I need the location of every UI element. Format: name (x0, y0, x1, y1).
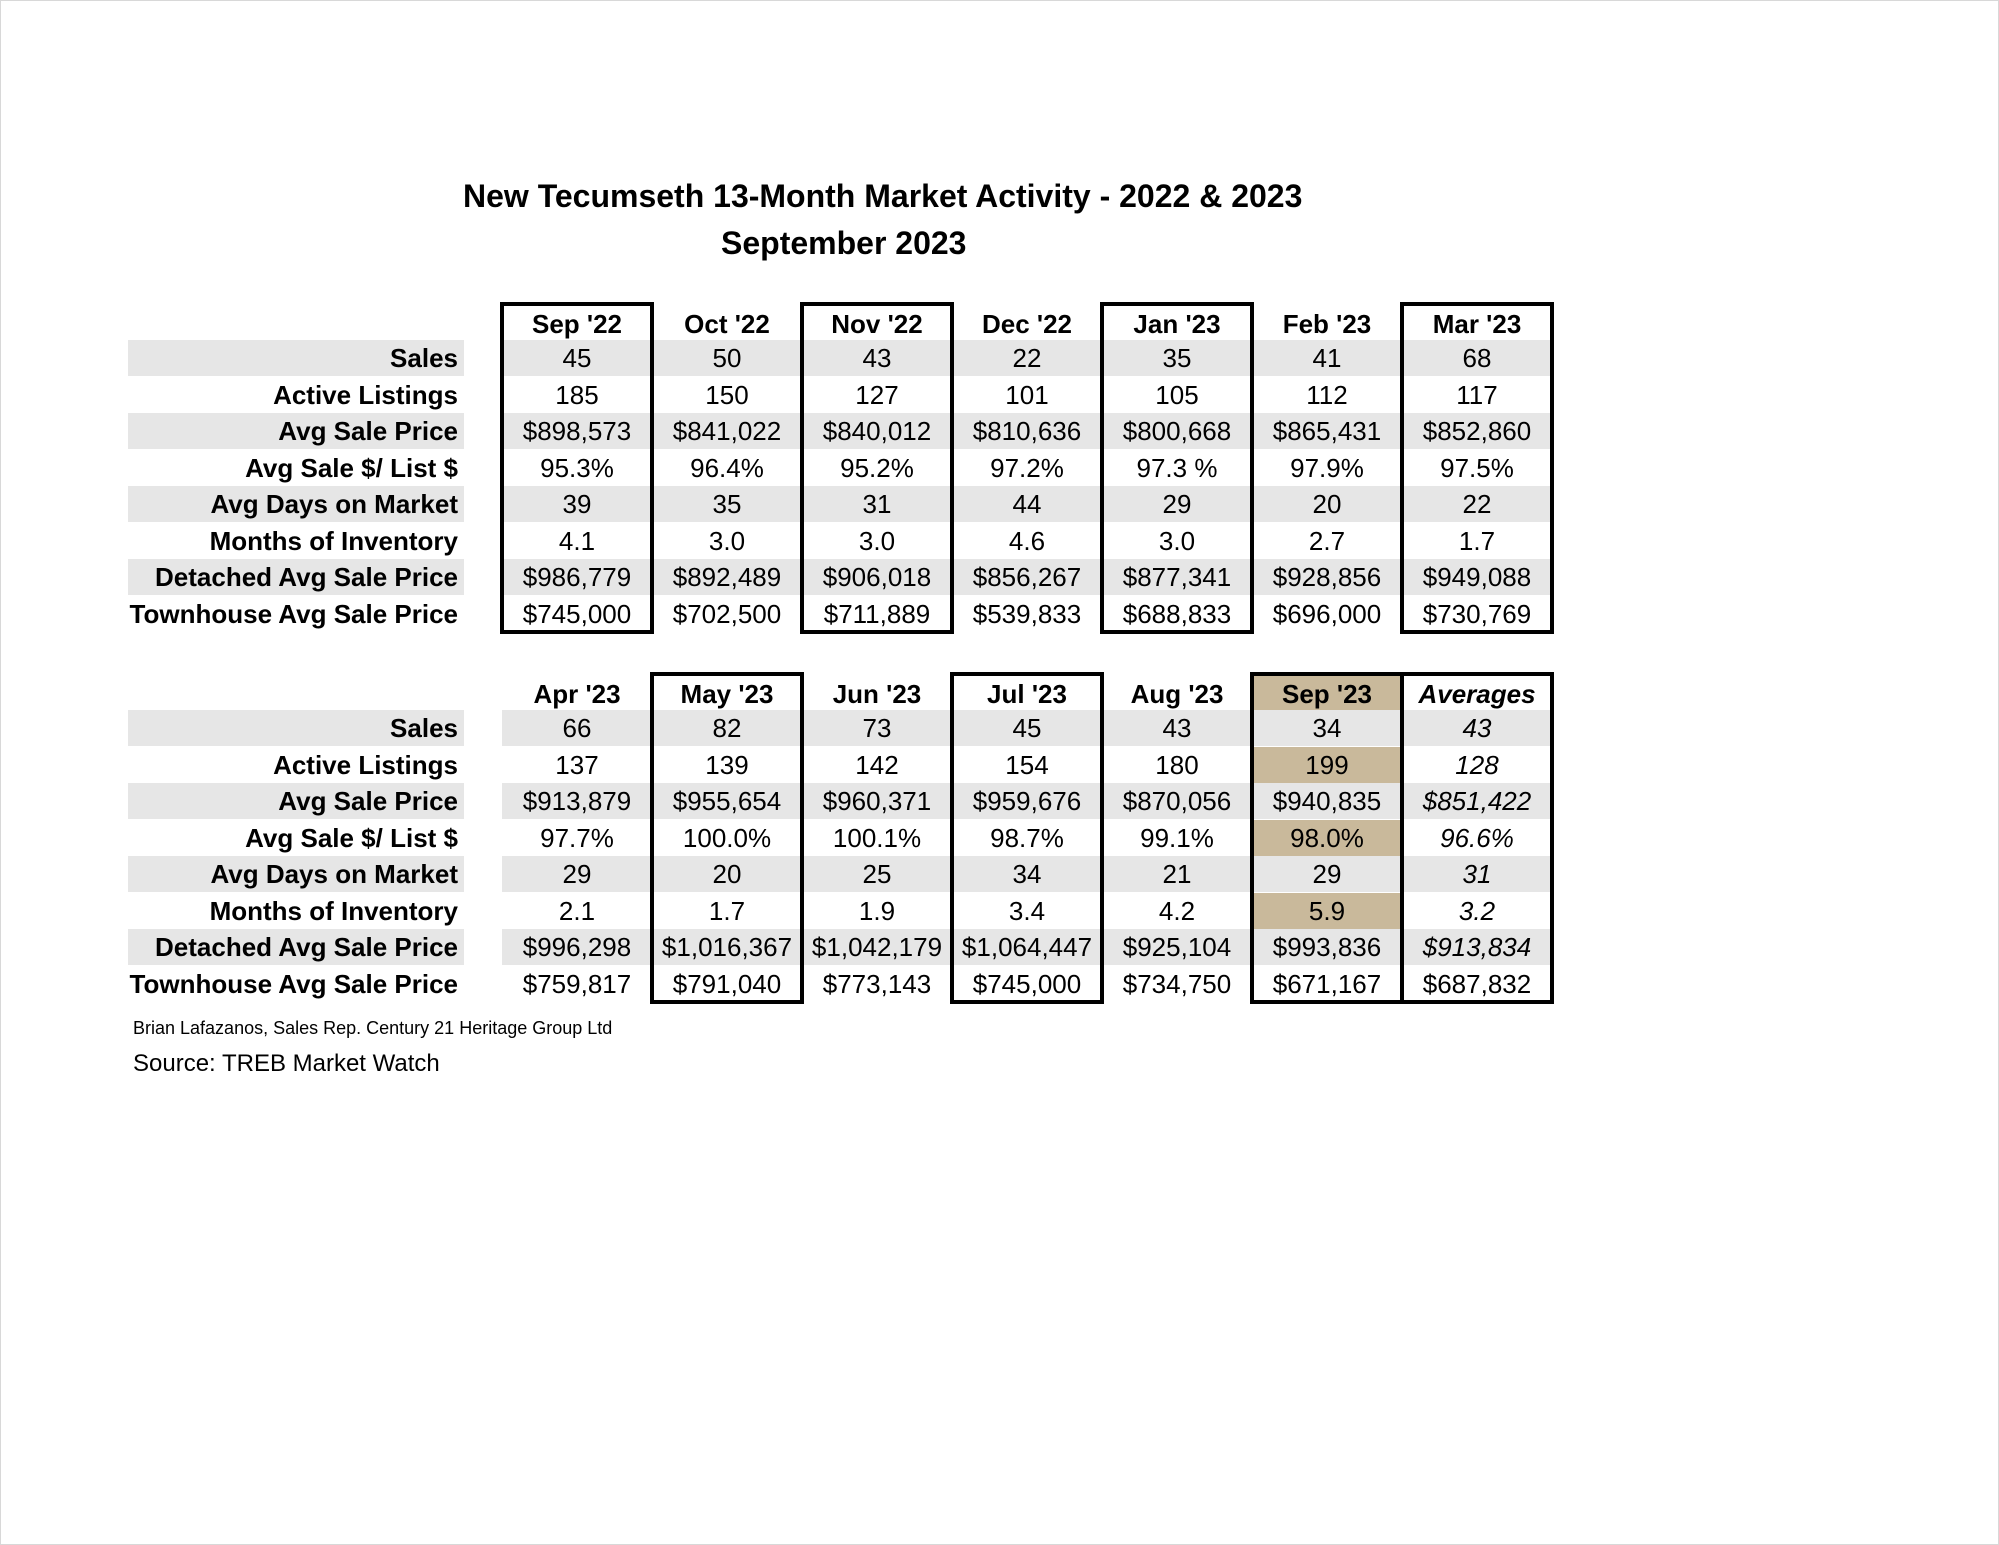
table-cell: $928,856 (1272, 562, 1382, 592)
table-row (128, 413, 1558, 449)
table-row (128, 710, 1558, 746)
table-cell: 98.7% (990, 822, 1064, 853)
row-label (128, 966, 464, 1002)
table-cell: 35 (1162, 343, 1192, 373)
table-cell: 180 (1155, 749, 1199, 780)
table-cell: $759,817 (522, 968, 632, 999)
column-header: Jan '23 (1133, 309, 1221, 339)
column-header: Dec '22 (981, 309, 1073, 339)
market-table-2023 (128, 674, 1558, 999)
credit-text: Brian Lafazanos, Sales Rep. Century 21 Heritage Group Ltd (133, 1018, 613, 1038)
row-label-text: Townhouse Avg Sale Price (129, 598, 458, 629)
table-cell: $940,835 (1272, 786, 1382, 816)
table-cell: $898,573 (522, 416, 632, 446)
row-label-text: Avg Sale $/ List $ (245, 452, 458, 483)
table-cell: 97.7% (540, 822, 614, 853)
table-cell: $810,636 (972, 416, 1082, 446)
table-cell: 2.1 (558, 895, 596, 926)
table-cell: $773,143 (822, 968, 932, 999)
row-label (128, 820, 464, 856)
table-cell: 95.3% (540, 452, 614, 483)
table-row (128, 893, 1558, 929)
table-cell: 97.3 % (1136, 452, 1218, 483)
table-cell: $730,769 (1422, 598, 1532, 629)
table-cell: $906,018 (822, 562, 932, 592)
table-cell: 96.6% (1440, 822, 1514, 853)
table-row (128, 523, 1558, 559)
table-cell: $791,040 (672, 968, 782, 999)
table-cell: 98.0% (1252, 820, 1402, 856)
table-cell: 150 (705, 379, 749, 410)
table-cell: 3.4 (1008, 895, 1046, 926)
row-label-text: Active Listings (273, 749, 458, 780)
table-cell: 154 (1005, 749, 1049, 780)
table-cell: 66 (562, 713, 592, 743)
table-row (128, 856, 1558, 892)
table-cell: 20 (1312, 489, 1342, 519)
table-cell: 100.0% (682, 822, 772, 853)
table-cell: 142 (855, 749, 899, 780)
table-row (128, 377, 1558, 413)
table-cell: 3.0 (1158, 525, 1196, 556)
row-label-text: Active Listings (273, 379, 458, 410)
table-cell: 25 (862, 859, 892, 889)
table-cell: $1,064,447 (961, 932, 1093, 962)
row-label-text: Townhouse Avg Sale Price (129, 968, 458, 999)
table-cell: $852,860 (1422, 416, 1532, 446)
row-label-text: Sales (390, 343, 458, 373)
table-cell: 35 (712, 489, 742, 519)
table-cell: 185 (555, 379, 599, 410)
table-cell: 128 (1455, 749, 1499, 780)
source-text: Source: TREB Market Watch (133, 1050, 440, 1077)
table-cell: $702,500 (672, 598, 782, 629)
table-cell: 29 (1162, 489, 1192, 519)
table-cell: 5.9 (1252, 893, 1402, 929)
header-row (502, 674, 1552, 710)
row-label (128, 340, 464, 376)
table-cell: $993,836 (1272, 932, 1382, 962)
table-cell: 96.4% (690, 452, 764, 483)
table-row (128, 966, 1558, 1002)
table-cell: $856,267 (972, 562, 1082, 592)
table-cell: 34 (1012, 859, 1042, 889)
row-label-text: Detached Avg Sale Price (155, 932, 458, 962)
table-cell: 117 (1456, 379, 1498, 410)
column-header-averages: Averages (1418, 679, 1536, 709)
column-header: Mar '23 (1432, 309, 1522, 339)
table-cell: $925,104 (1122, 932, 1232, 962)
table-cell: $960,371 (822, 786, 932, 816)
table-cell: 45 (1012, 713, 1042, 743)
table-cell: $696,000 (1272, 598, 1382, 629)
table-cell: 29 (562, 859, 592, 889)
table-cell: $671,167 (1272, 968, 1382, 999)
table-cell: 4.1 (558, 525, 596, 556)
table-cell: 68 (1462, 343, 1492, 373)
table-cell: $877,341 (1122, 562, 1232, 592)
table-cell: $745,000 (972, 968, 1082, 999)
table-cell: 105 (1155, 379, 1199, 410)
table-row (128, 783, 1558, 819)
table-cell: $1,016,367 (661, 932, 793, 962)
row-label (128, 783, 464, 819)
table-cell: 97.9% (1290, 452, 1364, 483)
table-cell: 31 (862, 489, 892, 519)
row-label-text: Months of Inventory (209, 525, 458, 556)
row-label (128, 523, 464, 559)
table-cell: 97.5% (1440, 452, 1514, 483)
row-label (128, 596, 464, 632)
column-header: Jul '23 (987, 679, 1067, 709)
header-row (502, 304, 1552, 340)
row-label-text: Avg Sale Price (278, 786, 458, 816)
row-label (128, 893, 464, 929)
table-cell: 4.2 (1158, 895, 1196, 926)
table-cell: 43 (1162, 713, 1192, 743)
table-cell: $892,489 (672, 562, 782, 592)
row-label (128, 929, 464, 965)
table-cell: 4.6 (1008, 525, 1046, 556)
table-cell: 100.1% (832, 822, 922, 853)
column-header: Aug '23 (1130, 679, 1224, 709)
table-row (128, 340, 1558, 376)
table-row (128, 486, 1558, 522)
column-header: Oct '22 (684, 309, 770, 339)
row-label (128, 450, 464, 486)
table-row (128, 450, 1558, 486)
page-subtitle: September 2023 (721, 225, 967, 261)
table-cell: $745,000 (522, 598, 632, 629)
table-cell: $687,832 (1422, 968, 1532, 999)
table-row (128, 596, 1558, 632)
table-row (128, 747, 1558, 783)
row-label-text: Sales (390, 713, 458, 743)
table-cell: 45 (562, 343, 592, 373)
table-cell: 29 (1312, 859, 1342, 889)
table-cell: 82 (712, 713, 742, 743)
table-cell: $851,422 (1422, 786, 1532, 816)
table-cell: 99.1% (1140, 822, 1214, 853)
table-cell: $959,676 (972, 786, 1082, 816)
row-label-text: Avg Sale $/ List $ (245, 822, 458, 853)
row-label (128, 486, 464, 522)
row-label (128, 747, 464, 783)
column-header: Sep '22 (531, 309, 622, 339)
table-row (128, 820, 1558, 856)
table-cell: 73 (862, 713, 892, 743)
table-cell: 1.7 (1458, 525, 1496, 556)
table-cell: 50 (712, 343, 742, 373)
table-cell: 2.7 (1308, 525, 1346, 556)
table-cell: $1,042,179 (811, 932, 943, 962)
column-header-current: Sep '23 (1252, 674, 1402, 710)
row-label-text: Avg Days on Market (210, 489, 458, 519)
table-cell: 21 (1162, 859, 1192, 889)
table-row (128, 559, 1558, 595)
row-label (128, 856, 464, 892)
table-cell: 139 (705, 749, 749, 780)
table-cell: $913,834 (1422, 932, 1532, 962)
table-cell: 22 (1462, 489, 1492, 519)
table-cell: $734,750 (1122, 968, 1232, 999)
table-cell: 101 (1005, 379, 1049, 410)
row-label-text: Avg Days on Market (210, 859, 458, 889)
table-cell: 112 (1306, 379, 1348, 410)
table-cell: 3.2 (1458, 895, 1496, 926)
table-cell: $800,668 (1122, 416, 1232, 446)
table-cell: $913,879 (522, 786, 632, 816)
table-cell: 43 (862, 343, 892, 373)
row-label (128, 377, 464, 413)
table-cell: 1.9 (858, 895, 896, 926)
row-label-text: Detached Avg Sale Price (155, 562, 458, 592)
table-cell: 34 (1312, 713, 1342, 743)
table-cell: $865,431 (1272, 416, 1382, 446)
row-label-text: Avg Sale Price (278, 416, 458, 446)
table-cell: $870,056 (1122, 786, 1232, 816)
table-cell: $996,298 (522, 932, 632, 962)
row-label-text: Months of Inventory (209, 895, 458, 926)
table-cell: 127 (855, 379, 899, 410)
column-header: Apr '23 (533, 679, 621, 709)
table-cell: 39 (562, 489, 592, 519)
column-header: Jun '23 (832, 679, 922, 709)
table-row (128, 929, 1558, 965)
table-cell: $986,779 (522, 562, 632, 592)
table-cell: 199 (1252, 747, 1402, 783)
table-cell: $949,088 (1422, 562, 1532, 592)
market-table-2022 (128, 304, 1558, 629)
page-title: New Tecumseth 13-Month Market Activity - 2022 & 2023 (463, 178, 1303, 214)
table-cell: 43 (1462, 713, 1492, 743)
table-cell: 44 (1012, 489, 1042, 519)
column-header: Feb '23 (1282, 309, 1372, 339)
row-label (128, 413, 464, 449)
table-cell: 95.2% (840, 452, 914, 483)
table-cell: 20 (712, 859, 742, 889)
row-label (128, 710, 464, 746)
table-cell: $840,012 (822, 416, 932, 446)
table-cell: 22 (1012, 343, 1042, 373)
table-cell: $688,833 (1122, 598, 1232, 629)
table-cell: 3.0 (708, 525, 746, 556)
column-header: May '23 (680, 679, 774, 709)
table-cell: $711,889 (823, 598, 931, 629)
table-cell: 3.0 (858, 525, 896, 556)
table-cell: $955,654 (672, 786, 782, 816)
column-header: Nov '22 (831, 309, 923, 339)
table-cell: $539,833 (972, 598, 1082, 629)
table-cell: 1.7 (708, 895, 746, 926)
row-label (128, 559, 464, 595)
table-cell: 137 (555, 749, 599, 780)
table-cell: 97.2% (990, 452, 1064, 483)
table-cell: 41 (1312, 343, 1342, 373)
table-cell: $841,022 (672, 416, 782, 446)
table-cell: 31 (1462, 859, 1492, 889)
